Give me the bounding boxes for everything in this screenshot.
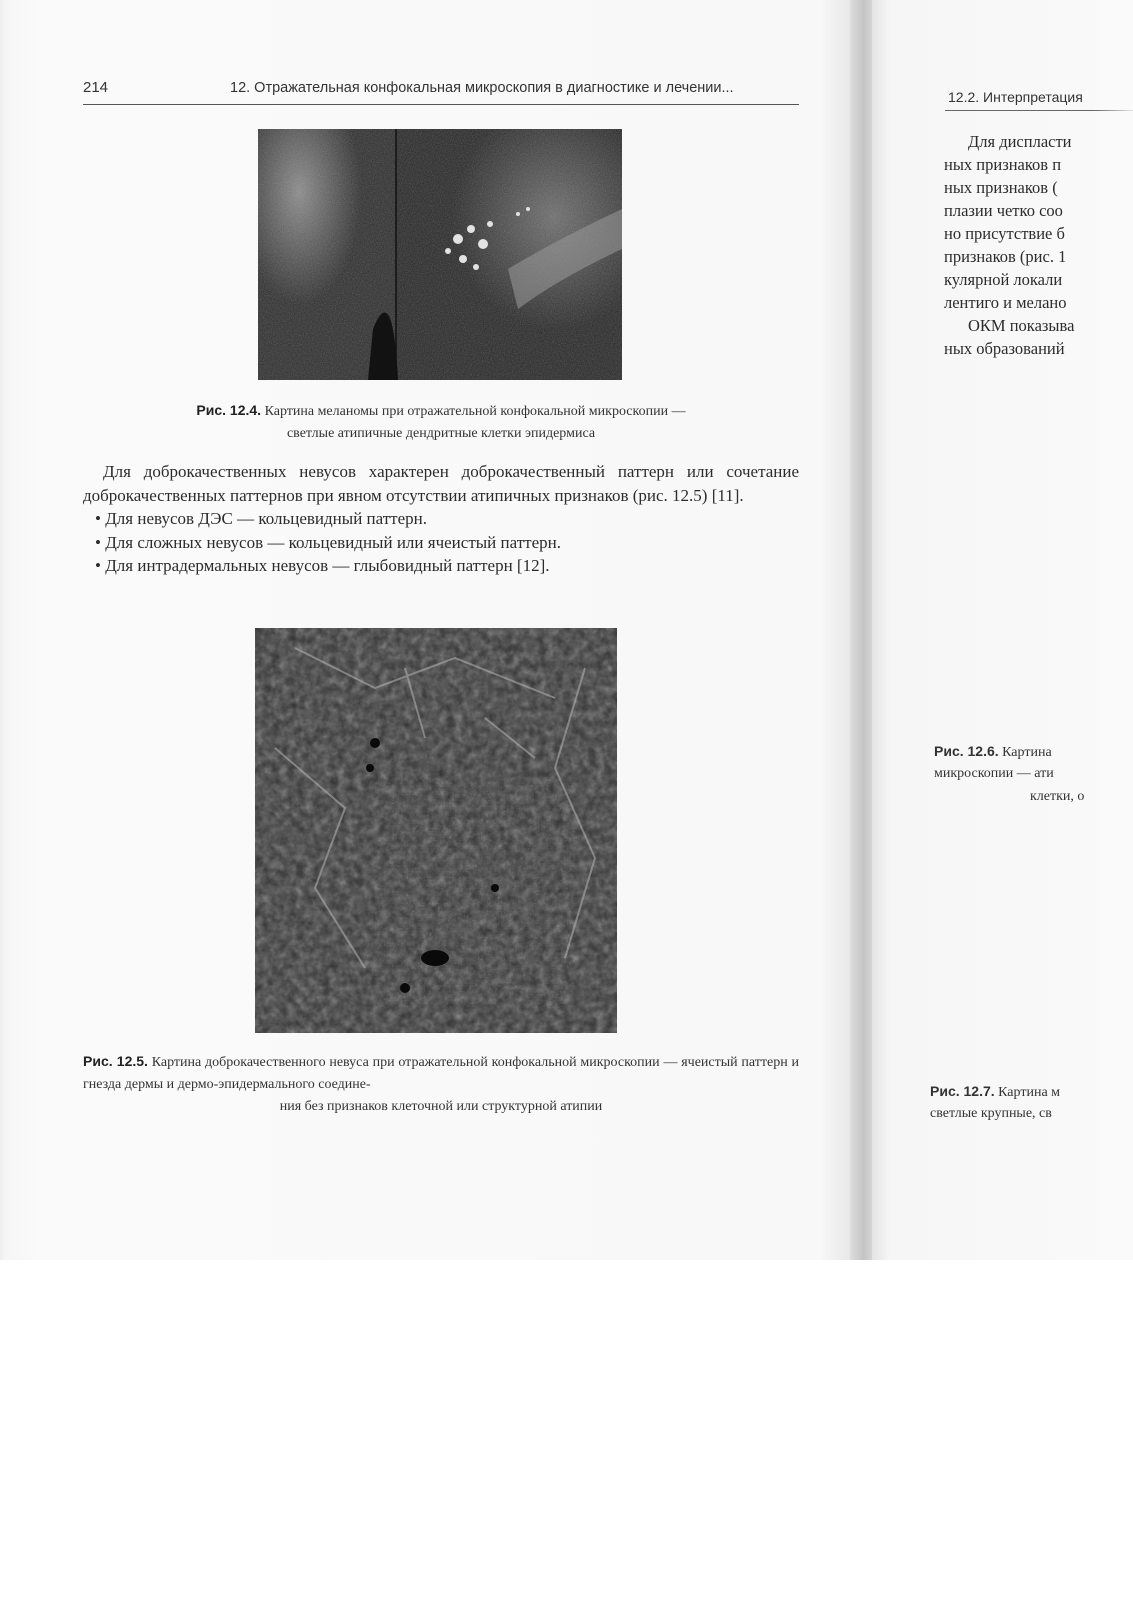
figure-12-4-label: Рис. 12.4.	[196, 402, 262, 418]
figure-12-4-image	[258, 129, 622, 380]
melanoma-rcm-image	[258, 129, 622, 380]
figure-12-7-label: Рис. 12.7.	[930, 1083, 995, 1099]
right-line: ных признаков п	[944, 155, 1062, 174]
right-line: лентиго и мелано	[944, 293, 1067, 312]
figure-12-4-caption	[83, 399, 799, 445]
right-line: ОКМ показыва	[968, 316, 1075, 335]
figure-12-6-label: Рис. 12.6.	[934, 743, 999, 759]
nevus-rcm-image	[255, 628, 617, 1033]
figure-12-6-caption-line1: Картина	[1002, 745, 1052, 760]
figure-12-7-caption-line1: Картина м	[998, 1085, 1061, 1100]
right-line: плазии четко соо	[944, 201, 1063, 220]
right-line: признаков (рис. 1	[944, 247, 1067, 266]
right-line: ных образований	[944, 339, 1065, 358]
figure-12-5-caption-main: Картина доброкачественного невуса при отражательной конфокальной микроскопии — ячеистый паттерн и гнезда дермы и дермо-эпидермального соедине-	[83, 1055, 799, 1092]
right-line: кулярной локали	[944, 270, 1063, 289]
right-running-title: 12.2. Интерпретация	[948, 89, 1083, 105]
body-paragraph: Для доброкачественных невусов характерен доброкачественный паттерн или сочетание доброкачественных паттернов при явном отсутствии атипичных признаков (рис. 12.5) [11].	[83, 462, 799, 505]
figure-12-7-caption-line2: светлые крупные, св	[930, 1106, 1052, 1121]
list-item: • Для интрадермальных невусов — глыбовидный паттерн [12].	[83, 554, 799, 578]
right-line: но присутствие б	[944, 224, 1065, 243]
figure-12-5-image	[255, 628, 617, 1033]
body-text	[83, 460, 799, 578]
figure-12-6-caption-line2: микроскопии — ати	[934, 766, 1054, 781]
figure-12-4-caption-line2: светлые атипичные дендритные клетки эпидермиса	[286, 426, 596, 441]
figure-12-5-label: Рис. 12.5.	[83, 1053, 148, 1069]
figure-12-7-caption	[930, 1080, 1060, 1104]
right-line: ных признаков (	[944, 178, 1058, 197]
list-item: • Для сложных невусов — кольцевидный или ячеистый паттерн.	[83, 531, 799, 555]
list-item: • Для невусов ДЭС — кольцевидный паттерн.	[83, 507, 799, 531]
header-rule	[83, 104, 799, 105]
figure-12-5-caption	[83, 1050, 799, 1118]
figure-12-4-caption-line1: Картина меланомы при отражательной конфокальной микроскопии —	[264, 404, 686, 419]
right-line: Для диспласти	[968, 132, 1072, 151]
page-header	[83, 79, 799, 103]
page-number: 214	[83, 79, 109, 96]
right-edge-fade	[1093, 0, 1133, 1260]
pattern-list	[83, 507, 799, 578]
figure-12-5-caption-last: ния без признаков клеточной или структурной атипии	[279, 1099, 603, 1114]
figure-12-6-caption-line3: клетки, о	[1030, 789, 1085, 804]
figure-12-6-caption	[934, 740, 1052, 764]
running-title: 12. Отражательная конфокальная микроскопия в диагностике и лечении...	[230, 80, 734, 96]
